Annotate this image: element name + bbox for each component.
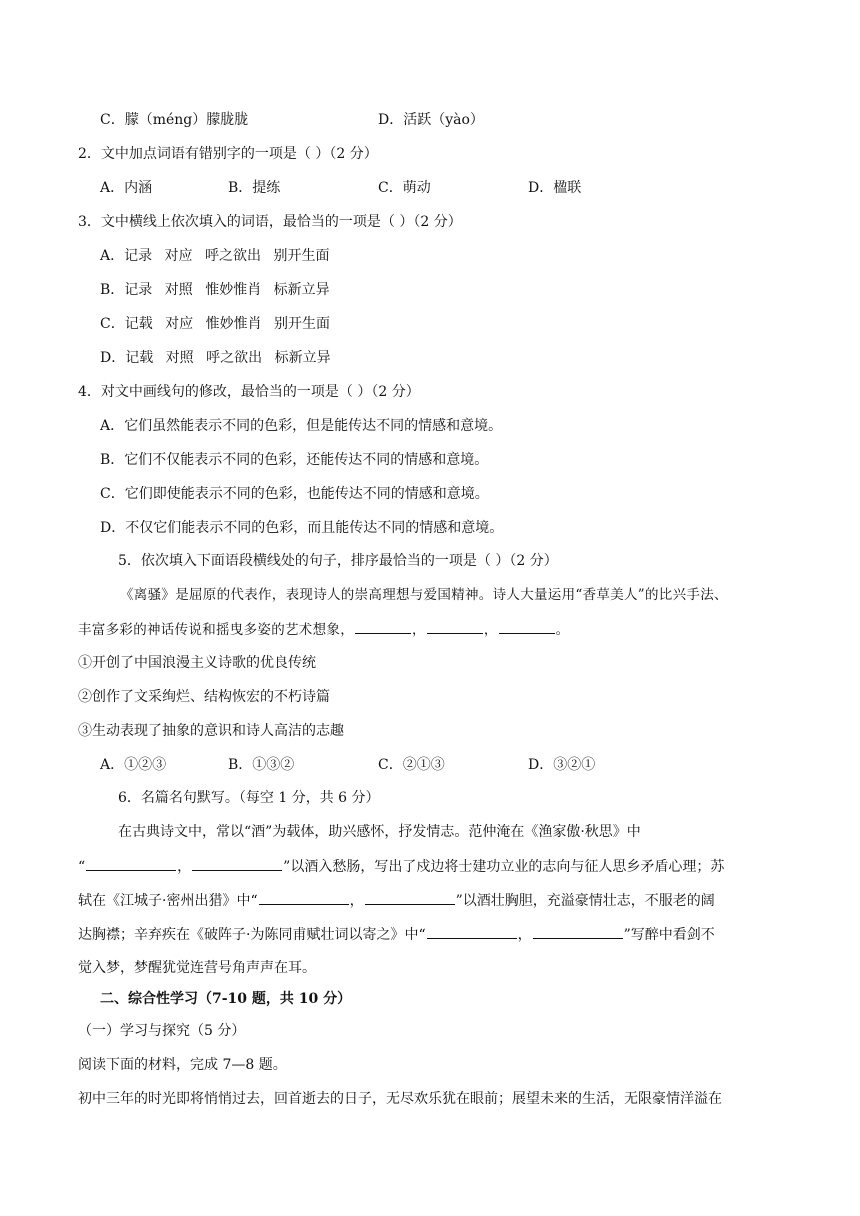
q4-option-b: B．它们不仅能表示不同的色彩，还能传达不同的情感和意境。 xyxy=(100,452,489,468)
q6-para-line4 xyxy=(78,924,715,945)
q3-option-a: A．记录 对应 呼之欲出 别开生面 xyxy=(100,248,330,264)
q2-option-a: A．内涵 xyxy=(100,180,153,196)
section-2-instruction: 阅读下面的材料，完成 7—8 题。 xyxy=(78,1057,287,1073)
q5-option-a: A．①②③ xyxy=(100,757,167,773)
q5-period: 。 xyxy=(555,622,570,638)
q3-option-b: B．记录 对照 惟妙惟肖 标新立异 xyxy=(100,282,330,298)
q6-line3-text: 轼在《江城子·密州出猎》中“ xyxy=(78,893,258,909)
q3-option-c: C．记载 对应 惟妙惟肖 别开生面 xyxy=(100,316,331,332)
section-2-text: 初中三年的时光即将悄悄过去，回首逝去的日子，无尽欢乐犹在眼前；展望未来的生活，无限豪情洋溢在 xyxy=(78,1091,722,1107)
q2-option-b: B．提练 xyxy=(228,180,281,196)
q6-line3-rest: ”以酒壮胸胆，充溢豪情壮志，不服老的阔 xyxy=(455,893,715,909)
q6-line4-rest: ”写醉中看剑不 xyxy=(623,927,715,943)
q5-blank-2[interactable] xyxy=(427,619,483,634)
q6-quote-open: “ xyxy=(78,859,86,875)
q5-stem: 5．依次填入下面语段横线处的句子，排序最恰当的一项是（ ）（2 分） xyxy=(118,553,558,569)
q5-option-c: C．②①③ xyxy=(378,757,445,773)
q5-option-d: D．③②① xyxy=(528,757,596,773)
q2-option-d: D．楹联 xyxy=(528,180,582,196)
q6-line2-text: ”以酒入愁肠，写出了戍边将士建功立业的志向与征人思乡矛盾心理；苏 xyxy=(283,859,725,875)
q5-passage-text: 丰富多彩的神话传说和摇曳多姿的艺术想象， xyxy=(78,622,354,638)
q6-para-line1: 在古典诗文中，常以“酒”为载体，助兴感怀，抒发情志。范仲淹在《渔家傲·秋思》中 xyxy=(118,824,641,840)
q1-option-c: C．朦（méng）朦胧胧 xyxy=(100,112,249,128)
q4-option-c: C．它们即使能表示不同的色彩，也能传达不同的情感和意境。 xyxy=(100,486,489,502)
q1-option-d: D．活跃（yào） xyxy=(378,112,484,128)
q5-item-2: ②创作了文采绚烂、结构恢宏的不朽诗篇 xyxy=(78,689,330,705)
q6-stem: 6．名篇名句默写。（每空 1 分，共 6 分） xyxy=(118,790,380,806)
q4-option-a: A．它们虽然能表示不同的色彩，但是能传达不同的情感和意境。 xyxy=(100,418,503,434)
q6-para-line2 xyxy=(78,856,724,877)
q6-blank-1[interactable] xyxy=(86,856,176,871)
q3-option-d: D．记载 对照 呼之欲出 标新立异 xyxy=(100,350,331,366)
q4-stem: 4．对文中画线句的修改，最恰当的一项是（ ）（2 分） xyxy=(78,384,420,400)
q5-item-1: ①开创了中国浪漫主义诗歌的优良传统 xyxy=(78,655,316,671)
q6-para-line5: 觉入梦，梦醒犹觉连营号角声声在耳。 xyxy=(78,960,316,976)
q6-comma-3: ， xyxy=(517,927,532,943)
q5-passage-line1: 《离骚》是屈原的代表作，表现诗人的崇高理想与爱国精神。诗人大量运用“香草美人”的比兴手法、 xyxy=(120,587,728,603)
section-2-title: 二、综合性学习（7-10 题，共 10 分） xyxy=(100,991,352,1007)
q6-line4-text: 达胸襟；辛弃疾在《破阵子·为陈同甫赋壮词以寄之》中“ xyxy=(78,927,426,943)
q2-option-c: C．萌动 xyxy=(378,180,431,196)
q6-para-line3 xyxy=(78,890,715,911)
q5-comma-1: ， xyxy=(412,622,426,638)
q5-comma-2: ， xyxy=(483,622,498,638)
q6-blank-5[interactable] xyxy=(427,924,517,939)
q6-comma-1: ， xyxy=(177,859,192,875)
q4-option-d: D．不仅它们能表示不同的色彩，而且能传达不同的情感和意境。 xyxy=(100,520,504,536)
q6-blank-6[interactable] xyxy=(533,924,623,939)
q3-stem: 3．文中横线上依次填入的词语，最恰当的一项是（ ）（2 分） xyxy=(78,214,462,230)
q5-passage-line2 xyxy=(78,619,569,640)
section-2-subtitle: （一）学习与探究（5 分） xyxy=(78,1023,246,1039)
q5-blank-3[interactable] xyxy=(499,619,555,634)
q6-comma-2: ， xyxy=(349,893,364,909)
q6-blank-4[interactable] xyxy=(365,890,455,905)
q5-blank-1[interactable] xyxy=(355,619,411,634)
q6-blank-2[interactable] xyxy=(192,856,282,871)
q2-stem: 2．文中加点词语有错别字的一项是（ ）（2 分） xyxy=(78,146,378,162)
q5-option-b: B．①③② xyxy=(228,757,295,773)
q6-blank-3[interactable] xyxy=(259,890,349,905)
q5-item-3: ③生动表现了抽象的意识和诗人高洁的志趣 xyxy=(78,723,344,739)
